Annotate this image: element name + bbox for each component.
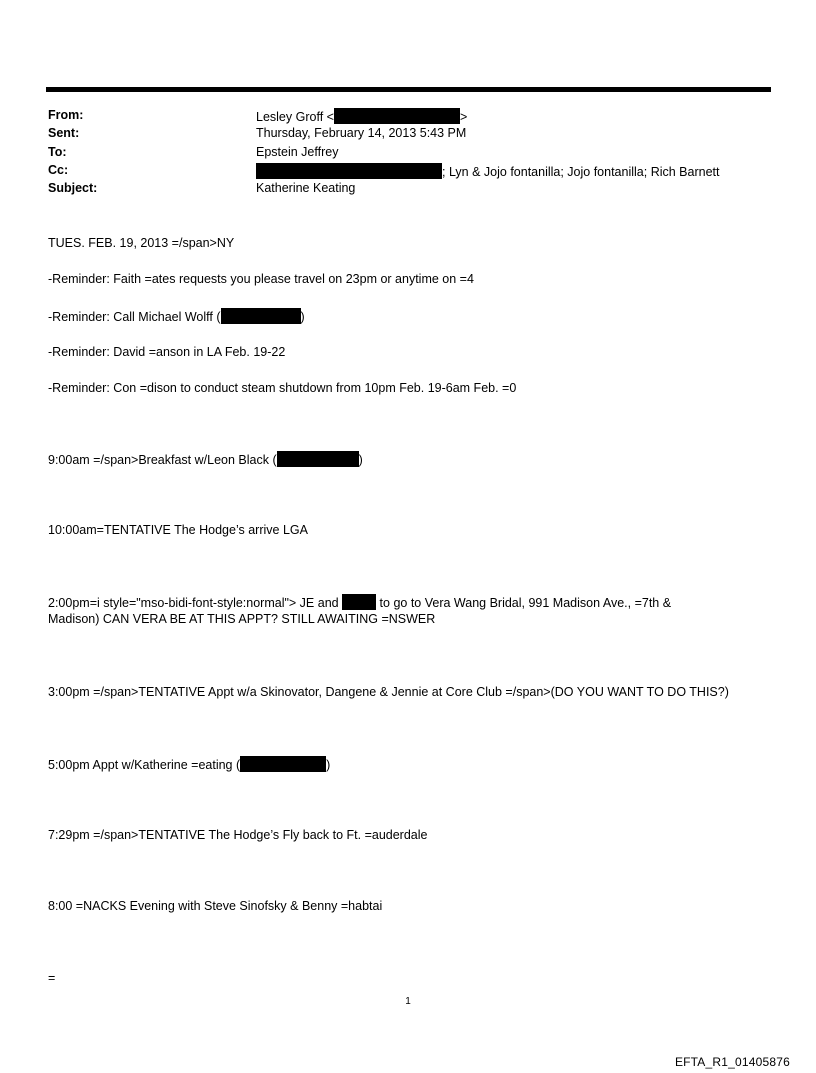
schedule-item-katherine bbox=[48, 756, 768, 773]
schedule-item-breakfast bbox=[48, 451, 768, 468]
cc-value bbox=[256, 163, 719, 179]
subject-label: Subject: bbox=[48, 181, 98, 195]
subject-value: Katherine Keating bbox=[256, 181, 356, 195]
schedule-item-skinovator: 3:00pm =/span>TENTATIVE Appt w/a Skinovator, Dangene & Jennie at Core Club =/span>(DO YOU WANT TO DO THIS?) bbox=[48, 685, 729, 699]
end-mark: = bbox=[48, 971, 56, 985]
katherine-close: ) bbox=[326, 758, 331, 772]
from-label: From: bbox=[48, 108, 84, 122]
to-value: Epstein Jeffrey bbox=[256, 145, 339, 159]
redaction-box bbox=[334, 108, 460, 124]
katherine-text: 5:00pm Appt w/Katherine =eating ( bbox=[48, 758, 241, 772]
sent-label: Sent: bbox=[48, 126, 80, 140]
redaction-box bbox=[342, 594, 376, 610]
document-id: EFTA_R1_01405876 bbox=[674, 1055, 790, 1069]
bridal-line-2: Madison) CAN VERA BE AT THIS APPT? STILL AWAITING =NSWER bbox=[48, 612, 436, 626]
reminder-faith: -Reminder: Faith =ates requests you please travel on 23pm or anytime on =4 bbox=[48, 272, 474, 286]
from-close: > bbox=[459, 110, 468, 124]
from-name: Lesley Groff < bbox=[256, 110, 334, 124]
schedule-item-evening: 8:00 =NACKS Evening with Steve Sinofsky & Benny =habtai bbox=[48, 899, 383, 913]
reminder-david: -Reminder: David =anson in LA Feb. 19-22 bbox=[48, 345, 286, 359]
redaction-box bbox=[240, 756, 326, 772]
page-number: 1 bbox=[405, 996, 411, 1007]
redaction-box bbox=[221, 308, 301, 324]
sent-value: Thursday, February 14, 2013 5:43 PM bbox=[256, 126, 467, 140]
from-value bbox=[256, 108, 467, 124]
reminder-call-close: ) bbox=[300, 310, 305, 324]
bridal-text: 2:00pm=i style="mso-bidi-font-style:normal"> JE and bbox=[48, 596, 343, 610]
date-line: TUES. FEB. 19, 2013 =/span>NY bbox=[48, 236, 235, 250]
redaction-box bbox=[256, 163, 442, 179]
reminder-call bbox=[48, 308, 768, 325]
reminder-call-text: -Reminder: Call Michael Wolff ( bbox=[48, 310, 221, 324]
schedule-item-bridal bbox=[48, 594, 768, 627]
redaction-box bbox=[277, 451, 359, 467]
cc-label: Cc: bbox=[48, 163, 69, 177]
breakfast-close: ) bbox=[358, 453, 363, 467]
breakfast-text: 9:00am =/span>Breakfast w/Leon Black ( bbox=[48, 453, 277, 467]
schedule-item-arrival: 10:00am=TENTATIVE The Hodge’s arrive LGA bbox=[48, 523, 308, 537]
header-rule bbox=[46, 87, 771, 92]
reminder-steam: -Reminder: Con =dison to conduct steam shutdown from 10pm Feb. 19-6am Feb. =0 bbox=[48, 381, 517, 395]
bridal-text-cont: to go to Vera Wang Bridal, 991 Madison Ave., =7th & bbox=[376, 596, 672, 610]
schedule-item-flight: 7:29pm =/span>TENTATIVE The Hodge’s Fly back to Ft. =auderdale bbox=[48, 828, 428, 842]
cc-recipients: ; Lyn & Jojo fontanilla; Jojo fontanilla; Rich Barnett bbox=[442, 165, 720, 179]
to-label: To: bbox=[48, 145, 67, 159]
